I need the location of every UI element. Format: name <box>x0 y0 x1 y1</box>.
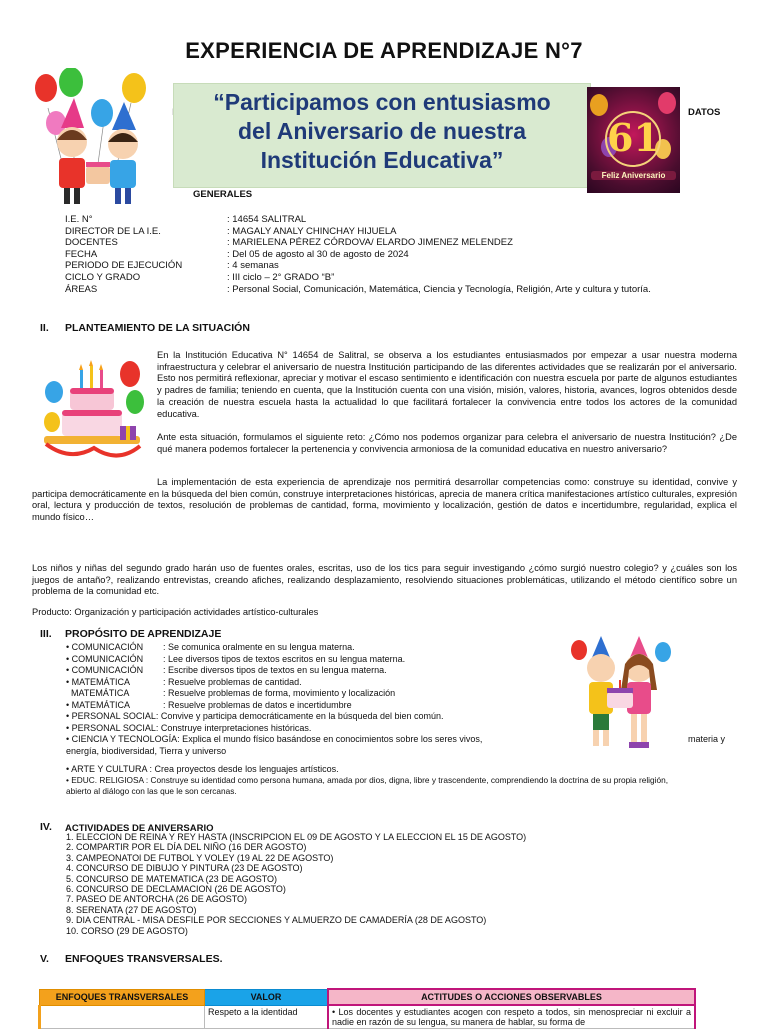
birthday-cake-illustration <box>40 352 145 464</box>
info-row-director <box>65 226 745 238</box>
experience-title-banner <box>173 83 591 188</box>
heading-fragment-right: DATOS <box>688 107 721 118</box>
info-label: I.E. N° <box>65 214 93 225</box>
banner-line-1: “Participamos con entusiasmo <box>213 89 551 115</box>
activity-item: 2. COMPARTIR POR EL DÍA DEL NIÑO (16 DER AGOSTO) <box>66 842 307 853</box>
info-value: : Personal Social, Comunicación, Matemática, Ciencia y Tecnología, Religión, Arte y cultura y tutoría. <box>227 283 651 295</box>
section-title: PLANTEAMIENTO DE LA SITUACIÓN <box>65 322 250 334</box>
info-label: DIRECTOR DE LA I.E. <box>65 225 161 237</box>
document-title: EXPERIENCIA DE APRENDIZAJE N°7 <box>185 38 583 63</box>
info-row-areas <box>65 284 745 296</box>
info-label: PERIODO DE EJECUCIÓN <box>65 260 183 272</box>
info-row-fecha <box>65 249 745 261</box>
balloons-kids-illustration <box>26 68 156 208</box>
info-label: CICLO Y GRADO <box>65 272 141 283</box>
bullet-icon: • <box>332 1007 339 1017</box>
badge-caption: Feliz Aniversario <box>591 171 676 180</box>
info-value: : 4 semanas <box>227 260 279 272</box>
activity-item: 9. DIA CENTRAL - MISA DESFILE POR SECCIONES Y ALMUERZO DE CAMADERÍA (28 DE AGOSTO) <box>66 915 487 926</box>
info-row-ie <box>65 214 745 226</box>
purpose-area: • MATEMÁTICA <box>66 676 130 687</box>
info-row-ciclo <box>65 272 745 284</box>
table-header-attitudes: ACTITUDES O ACCIONES OBSERVABLES <box>328 989 695 1005</box>
situation-paragraph-3: La implementación de esta experiencia de aprendizaje nos permitirá desarrollar competencias como: construye su identidad, convive y participa democráticamente en la búsqueda del bien común, construye interpretaciones históricas, aprecia de manera crítica manifestaciones artístico culturales, expresión oral, lectura y producción de textos, resolución de problemas de cantidad, forma, movimiento y localización, gestión de datos e incertidumbre, regularidad, explica el mundo físico… <box>32 477 737 523</box>
info-label: DOCENTES <box>65 237 118 249</box>
table-header-row <box>40 989 696 1005</box>
section-number: V. <box>40 953 49 965</box>
banner-line-2: del Aniversario de nuestra <box>237 118 527 144</box>
table-row <box>40 1005 696 1029</box>
purpose-religion-line2: abierto al diálogo con las que le son cercanas. <box>66 786 237 796</box>
activity-item: 7. PASEO DE ANTORCHA (26 DE AGOSTO) <box>66 894 248 905</box>
table-header-value: VALOR <box>205 989 329 1005</box>
purpose-area: • COMUNICACIÓN <box>66 642 144 652</box>
table-header-approaches: ENFOQUES TRANSVERSALES <box>40 989 205 1005</box>
purpose-area: • COMUNICACIÓN <box>66 653 144 664</box>
product-line: Producto: Organización y participación actividades artístico-culturales <box>32 607 319 617</box>
activity-item: 3. CAMPEONATOl DE FUTBOL Y VOLEY (19 AL 22 DE AGOSTO) <box>66 852 334 863</box>
purpose-science-tail: materia y <box>688 734 726 744</box>
section-title: ACTIVIDADES DE ANIVERSARIO <box>65 823 214 834</box>
activity-item: 5. CONCURSO DE MATEMATICA (23 DE AGOSTO) <box>66 873 278 884</box>
purpose-competence: : Resuelve problemas de datos e incertidumbre <box>163 699 352 710</box>
activity-item: 8. SERENATA (27 DE AGOSTO) <box>66 904 197 915</box>
info-value: : MARIELENA PÉREZ CÓRDOVA/ ELARDO JIMENEZ MELENDEZ <box>227 237 513 249</box>
info-value: : III ciclo – 2° GRADO “B” <box>227 272 335 283</box>
transversal-approaches-table <box>38 988 696 1029</box>
table-cell-approach <box>40 1005 205 1029</box>
purpose-science-line1: • CIENCIA Y TECNOLOGÍA: Explica el mundo físico basándose en conocimientos sobre los seres vivos, <box>66 734 483 744</box>
purpose-area: • COMUNICACIÓN <box>66 665 144 675</box>
activity-item: 1. ELECCION DE REINA Y REY HASTA (INSCRIPCION EL 09 DE AGOSTO Y LA ELECCION EL 15 DE AGOSTO) <box>66 832 527 842</box>
info-row-docentes <box>65 237 745 249</box>
activity-item: 6. CONCURSO DE DECLAMACION (26 DE AGOSTO) <box>66 884 286 894</box>
info-label: FECHA <box>65 248 98 260</box>
purpose-competence: : Se comunica oralmente en su lengua materna. <box>163 642 355 652</box>
section-number: II. <box>40 322 49 334</box>
activity-item: 4. CONCURSO DE DIBUJO Y PINTURA (23 DE AGOSTO) <box>66 863 303 874</box>
info-value: : MAGALY ANALY CHINCHAY HIJUELA <box>227 225 397 237</box>
info-value: : 14654 SALITRAL <box>227 214 307 225</box>
section-heading-5 <box>40 953 640 967</box>
general-data-heading: GENERALES <box>193 189 253 200</box>
table-cell-attitude <box>328 1005 695 1029</box>
activity-item: 10. CORSO (29 DE AGOSTO) <box>66 925 188 936</box>
purpose-competence: : Resuelve problemas de forma, movimiento y localización <box>163 688 396 698</box>
section-heading-3 <box>40 628 640 642</box>
purpose-competence: : Lee diversos tipos de textos escritos en su lengua materna. <box>163 653 406 664</box>
kids-cake-illustration <box>567 630 673 752</box>
purpose-personal-social-2: • PERSONAL SOCIAL: Construye interpretaciones históricas. <box>66 722 312 733</box>
purpose-competence: : Escribe diversos tipos de textos en su lengua materna. <box>163 665 387 675</box>
attitude-text: Los docentes y estudiantes acogen con respeto a todos, sin menospreciar ni excluir a nadie en razón de su lengua, su manera de hablar, su forma de <box>332 1007 691 1027</box>
purpose-area: • MATEMÁTICA <box>66 699 130 710</box>
anniversary-61-badge <box>587 87 680 193</box>
info-row-periodo <box>65 260 745 272</box>
badge-number: 61 <box>607 115 660 160</box>
section-heading-2 <box>40 322 640 336</box>
purpose-religion-line1: • EDUC. RELIGIOSA : Construye su identidad como persona humana, amada por dios, digna, libre y trascendente, comprendiendo la doctrina de su propia religión, <box>66 775 668 785</box>
section-title: ENFOQUES TRANSVERSALES. <box>65 953 223 965</box>
purpose-personal-social-1: • PERSONAL SOCIAL: Convive y participa democráticamente en la búsqueda del bien común. <box>66 711 444 721</box>
situation-paragraph-2: Ante esta situación, formulamos el siguiente reto: ¿Cómo nos podemos organizar para celebra el aniversario de nuestra Institución? ¿De qué manera podemos fortalecer la pertenencia y convivencia armoniosa de la comunidad educativa en nuestro aniversario? <box>157 432 737 454</box>
situation-paragraph-1: En la Institución Educativa N° 14654 de Salitral, se observa a los estudiantes entusiasmados por empezar a usar nuestra moderna infraestructura y celebrar el aniversario de nuestra Institución participando de las diferentes actividades que se realizarán por el aniversario. Esto nos permitirá reflexionar, apreciar y motivar el escaso sentimiento e identificación con nuestra escuela por parte de algunos estudiantes y padres de familia; teniendo en cuenta, que la Institución cuenta con una visión, misión, valores, historia, avances, logros obtenidos desde la creación de nuestra escuela hasta la actualidad lo que facilitará fortalecer la convivencia entre todos los actores de la comunidad educativa. <box>157 350 737 419</box>
situation-paragraph-4: Los niños y niñas del segundo grado harán uso de fuentes orales, escritas, uso de los tics para seguir investigando ¿cómo surgió nuestro colegio? y ¿cuáles son los juegos de antaño?, realizando entrevistas, creando afiches, realizando desplazamiento, resolviendo situaciones problemáticas, utilizando el método científico sobre un problema de la comunidad etc. <box>32 563 737 597</box>
section-title: PROPÓSITO DE APRENDIZAJE <box>65 628 222 640</box>
purpose-science-line2: energía, biodiversidad, Tierra y universo <box>66 745 227 756</box>
purpose-area: MATEMÁTICA <box>66 688 130 698</box>
table-cell-value: Respeto a la identidad <box>205 1005 329 1029</box>
banner-line-3: Institución Educativa” <box>260 147 504 173</box>
purpose-arte: • ARTE Y CULTURA : Crea proyectos desde los lenguajes artísticos. <box>66 764 339 774</box>
section-number: IV. <box>40 821 52 833</box>
section-number: III. <box>40 628 52 640</box>
purpose-competence: : Resuelve problemas de cantidad. <box>163 676 302 687</box>
info-value: : Del 05 de agosto al 30 de agosto de 2024 <box>227 248 409 260</box>
info-label: ÁREAS <box>65 283 98 295</box>
